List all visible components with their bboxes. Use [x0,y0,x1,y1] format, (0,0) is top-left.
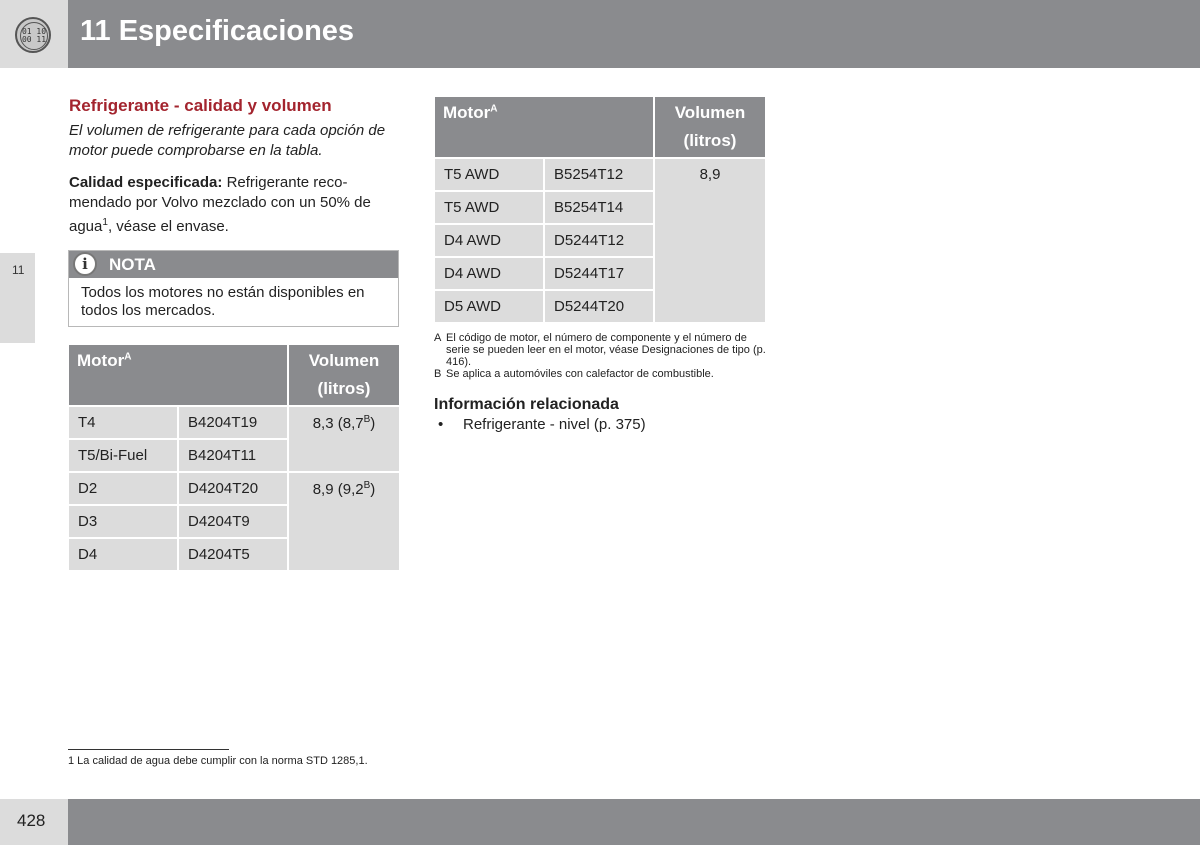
engine-code: D4204T5 [179,539,287,570]
footnote-mark: B [434,368,442,380]
related-link-text[interactable]: Refrigerante - nivel (p. 375) [463,416,646,433]
table-footnote [434,332,769,368]
quality-text: Refrigerante reco-mendado por Volvo mezclado con un 50% de agua [69,174,371,235]
engine-model: D4 [69,539,177,570]
note-header [69,251,398,278]
header-motor: Motor$^A$ [435,97,653,157]
related-info-title: Información relacionada [434,396,619,413]
chapter-title: 11 Especificaciones [80,15,355,47]
table-row [69,473,399,504]
specifications-chapter-icon: 01 10 00 11 [15,17,51,53]
engine-code: D4204T9 [179,506,287,537]
volume-cell: 8,3 $(8,7^B)$ [289,407,399,471]
footnote-text: El código de motor, el número de componente y el número de serie se pueden leer en el motor, véase Designaciones de tipo (p. 416). [446,332,766,368]
side-tab-label: 11 [12,263,25,277]
page-number: 428 [17,811,46,830]
page-footer [0,799,1200,845]
engine-model: D2 [69,473,177,504]
table-header-row [435,97,765,157]
quality-paragraph [69,173,404,237]
engine-code: D5244T17 [545,258,653,289]
engine-model: D5 AWD [435,291,543,322]
table-footnote [434,368,769,380]
section-title: Refrigerante - calidad y volumen [69,96,332,115]
page-footnote: 1 La calidad de agua debe cumplir con la norma STD 1285,1. [68,755,368,767]
engine-model: T5 AWD [435,192,543,223]
table-row [435,159,765,190]
engine-code: B5254T12 [545,159,653,190]
header-tab [0,0,68,68]
header-volume: Volumen (litros) [289,345,399,405]
engine-code: D4204T20 [179,473,287,504]
note-text: Todos los motores no están disponibles en todos los mercados. [81,284,365,319]
footnote-divider [68,749,229,750]
chapter-side-tab [0,253,35,343]
note-title: NOTA [109,255,156,274]
engine-code: B4204T11 [179,440,287,471]
quality-label: Calidad especificada: [69,174,223,191]
engine-model: D4 AWD [435,225,543,256]
related-link[interactable] [438,416,646,433]
table-row [69,407,399,438]
table-footnotes [434,332,769,380]
footnote-text: Se aplica a automóviles con calefactor de combustible. [446,368,714,380]
engine-model: T5 AWD [435,159,543,190]
coolant-table-1 [67,343,401,572]
coolant-table-2 [433,95,767,324]
info-icon: i [73,252,97,276]
engine-code: D5244T12 [545,225,653,256]
engine-code: B4204T19 [179,407,287,438]
volume-cell: 8,9 $(9,2^B)$ [289,473,399,570]
engine-code: D5244T20 [545,291,653,322]
footnote-mark: A [434,332,442,344]
table-header-row [69,345,399,405]
engine-model: T4 [69,407,177,438]
note-box [68,250,399,327]
volume-cell: 8,9 [655,159,765,322]
engine-model: D4 AWD [435,258,543,289]
bullet-icon: • [438,416,444,433]
section-intro: El volumen de refrigerante para cada opción de motor puede comprobarse en la tabla. [69,122,386,159]
engine-model: D3 [69,506,177,537]
quality-text-end: , véase el envase. [107,218,229,235]
engine-code: B5254T14 [545,192,653,223]
header-volume: Volumen (litros) [655,97,765,157]
engine-model: T5/Bi-Fuel [69,440,177,471]
footnote-ref: 1 [102,217,108,228]
header-motor: Motor$^A$ [69,345,287,405]
